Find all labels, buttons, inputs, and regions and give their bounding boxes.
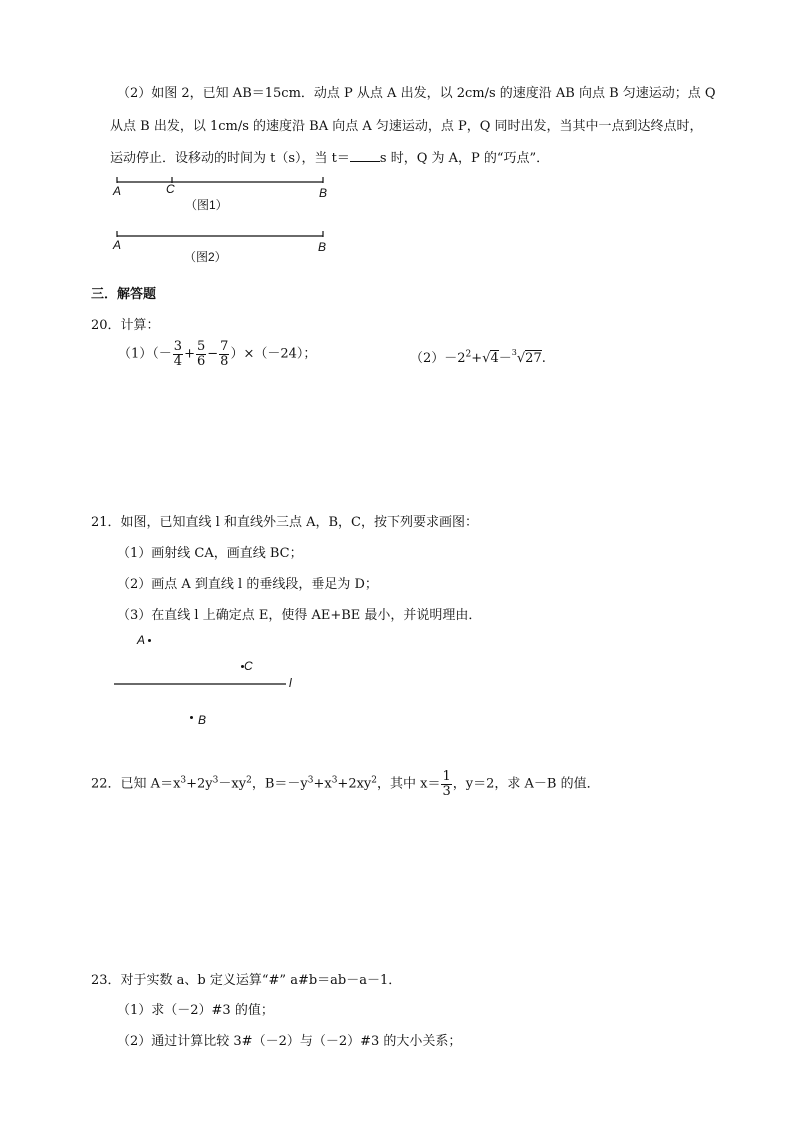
radical-icon: √ [516,351,526,366]
cbrt-content: 27 [525,351,542,366]
q22-line [91,770,600,798]
fig2-label-a: A [113,238,122,252]
sqrt-expression [482,351,499,366]
fig2-caption: （图2） [184,250,227,264]
period: . [541,351,546,366]
q19-line3-text-a: 运动停止．设移动的时间为 t（s），当 t＝ [110,151,350,166]
q21-part3: （3）在直线 l 上确定点 E，使得 AE+BE 最小，并说明理由． [117,608,482,623]
frac-den: 8 [220,353,229,369]
exponent: 3 [212,775,219,786]
label-a: A [137,633,145,647]
q22-text: +x [313,776,332,792]
exponent: 3 [180,775,187,786]
fig1-label-a: A [113,184,122,198]
point-b-dot-wrap [190,710,193,725]
point-a-label [137,633,151,647]
exponent: 2 [246,775,252,786]
fig1-label-b: B [319,186,328,200]
answer-blank[interactable] [350,150,380,162]
q22-text: +2xy [337,776,372,792]
minus-sign: − [207,346,219,362]
q22-text: －xy [218,776,247,792]
q22-text: ，y＝2，求 A－B 的值． [452,776,600,792]
sqrt-content: 4 [490,351,499,366]
line-l-label: l [289,676,292,690]
cbrt-expression [512,348,542,366]
figure-1-segment [110,172,340,192]
exponent: 3 [307,775,314,786]
q20-stem: 20．计算： [91,318,160,333]
q23-part1: （1）求（－2）#3 的值； [117,1003,274,1018]
fraction-3-4 [173,340,183,368]
frac-den: 6 [196,353,206,369]
q20-p1-suffix: ）×（－24）； [230,346,317,362]
exponent: 2 [465,349,472,360]
q19-part2-line2: 从点 B 出发，以 1cm/s 的速度沿 BA 向点 A 匀速运动，点 P，Q 同时出发，当其中一点到达终点时， [110,119,703,134]
q19-line3-text-b: s 时，Q 为 A，P 的“巧点”． [379,151,550,166]
point-a-dot [148,639,151,642]
minus-sign: － [498,351,512,366]
fig2-label-b: B [318,240,327,254]
label-c: C [244,659,253,673]
fig1-label-c: C [166,182,175,196]
point-c-label [241,659,253,673]
q22-text: ，其中 x＝ [377,776,441,792]
root-index: 3 [511,348,517,357]
frac-num: 3 [173,339,183,354]
plus-sign: + [184,346,195,362]
frac-den: 4 [173,353,183,369]
q23-part2: （2）通过计算比较 3#（－2）与（－2）#3 的大小关系； [117,1034,462,1049]
fraction-7-8 [219,340,229,368]
figure-2-segment [110,226,340,246]
q22-text: 22．已知 A＝x [91,776,181,792]
frac-num: 7 [220,339,229,354]
q20-p1-prefix: （1）（－ [118,346,172,362]
q21-stem: 21．如图，已知直线 l 和直线外三点 A，B，C，按下列要求画图： [91,515,478,530]
exponent: 2 [371,775,377,786]
point-b-label: B [198,713,207,727]
plus-sign: + [471,351,483,366]
frac-num: 1 [442,769,451,784]
q21-part1: （1）画射线 CA，画直线 BC； [117,546,303,561]
frac-num: 5 [196,339,206,354]
q22-text: ，B＝－y [251,776,308,792]
frac-den: 3 [442,783,451,799]
q20-part2 [410,347,546,366]
q21-part2: （2）画点 A 到直线 l 的垂线段，垂足为 D； [117,577,378,592]
exponent: 3 [331,775,338,786]
fig1-caption: （图1） [185,198,228,212]
q22-text: +2y [186,776,213,792]
q20-part1 [118,340,316,368]
fraction-1-3 [441,770,451,798]
q19-part2-line1: （2）如图 2，已知 AB＝15cm．动点 P 从点 A 出发，以 2cm/s 的速度沿 AB 向点 B 匀速运动；点 Q [117,86,716,101]
q23-stem: 23．对于实数 a、b 定义运算“#” a#b＝ab－a－1． [91,973,402,988]
q20-p2-prefix: （2）－2 [410,351,466,366]
line-l [114,681,294,687]
fraction-5-6 [196,340,206,368]
point-b-dot [190,716,193,719]
q19-part2-line3 [110,147,549,166]
radical-icon: √ [482,351,491,366]
section-title: 三．解答题 [91,287,157,302]
